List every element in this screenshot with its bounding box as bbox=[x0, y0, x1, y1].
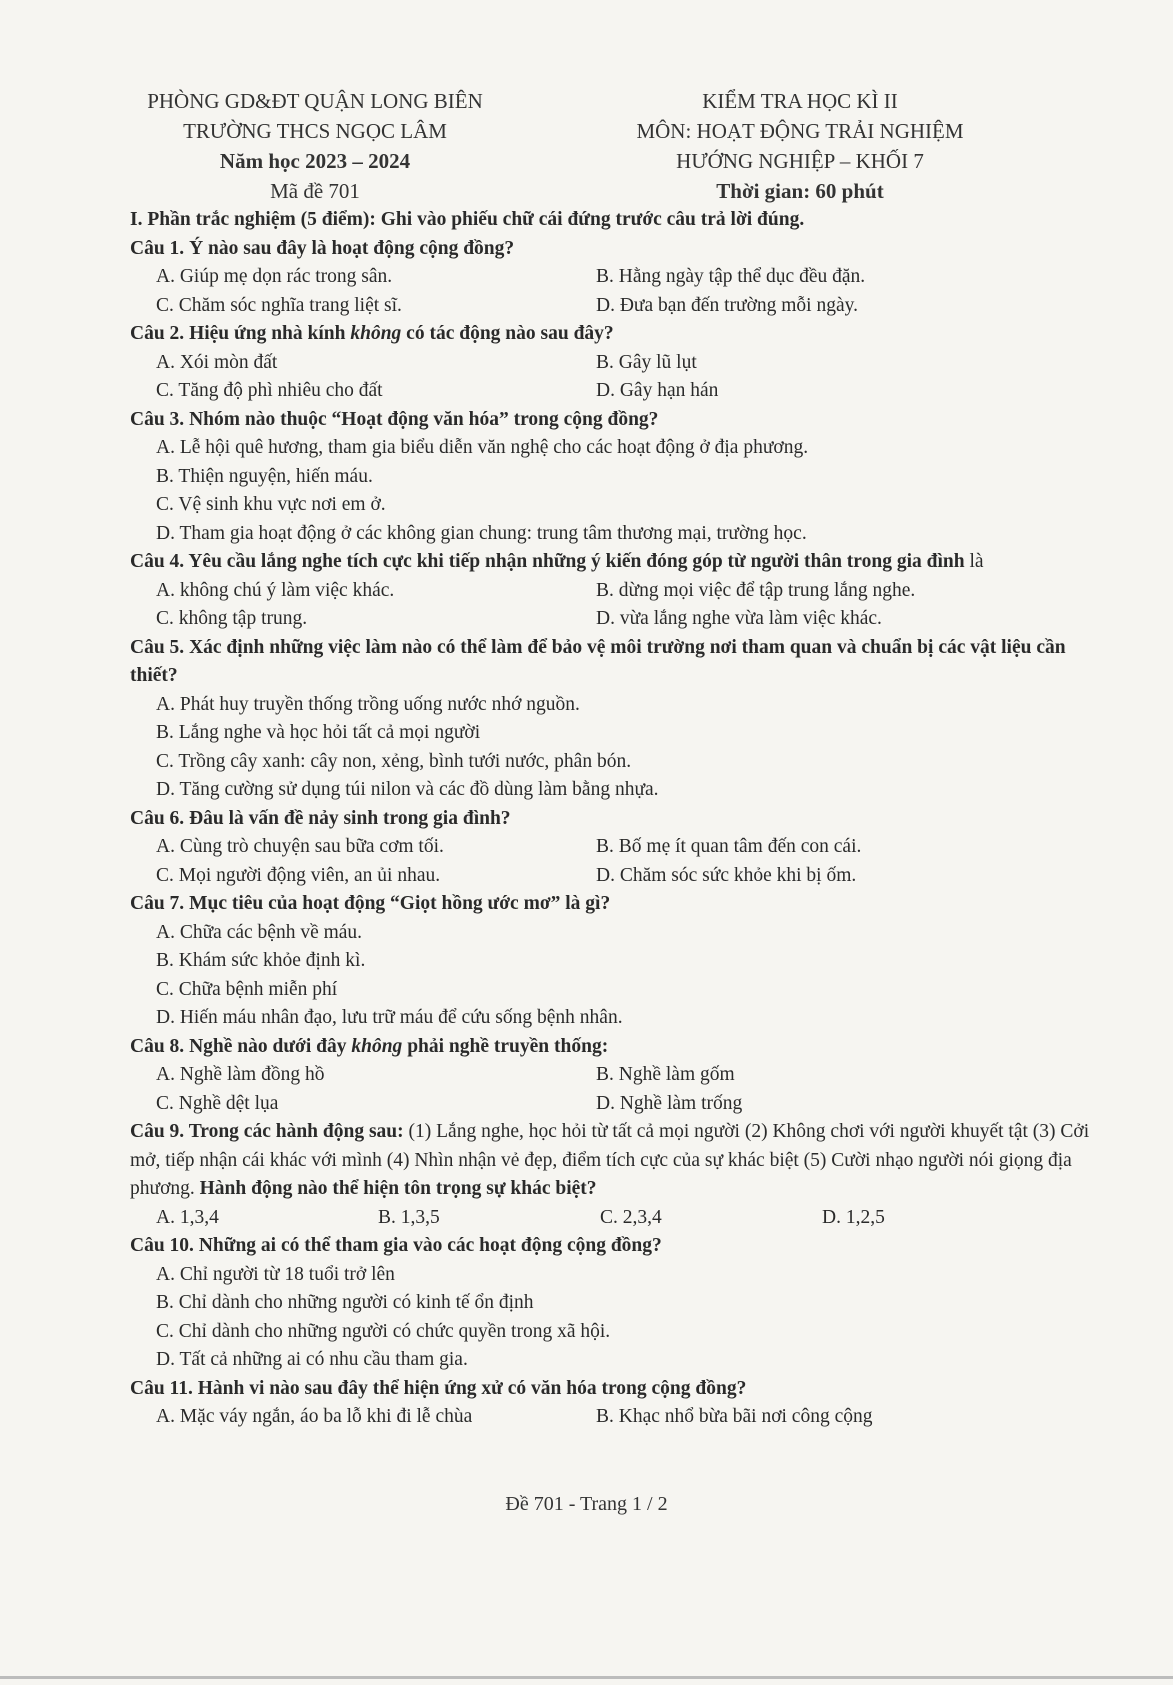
header-school: TRƯỜNG THCS NGỌC LÂM bbox=[183, 119, 447, 143]
option-c bbox=[156, 976, 1090, 1005]
option-d bbox=[156, 520, 1090, 549]
option-label: B. bbox=[156, 950, 174, 971]
option-text: Trồng cây xanh: cây non, xẻng, bình tưới nước, phân bón. bbox=[178, 750, 632, 772]
option-label: A. bbox=[156, 693, 175, 715]
option-label: B. bbox=[596, 579, 614, 601]
option-label: B. bbox=[156, 722, 174, 743]
option-text: Tăng cường sử dụng túi nilon và các đồ dùng làm bằng nhựa. bbox=[179, 779, 659, 800]
header-school-year: Năm học 2023 – 2024 bbox=[219, 149, 411, 173]
option-d bbox=[156, 776, 1090, 805]
question-emphasis: không bbox=[350, 323, 402, 344]
option-label: C. bbox=[156, 380, 174, 401]
option-text: Vệ sinh khu vực nơi em ở. bbox=[178, 494, 386, 515]
question-11 bbox=[130, 1375, 1090, 1432]
option-text: Chăm sóc nghĩa trang liệt sĩ. bbox=[178, 294, 402, 316]
option-label: A. bbox=[156, 1406, 175, 1427]
option-a bbox=[156, 577, 596, 606]
question-1 bbox=[130, 235, 1090, 321]
option-text: Khám sức khỏe định kì. bbox=[178, 950, 366, 971]
option-text: Chữa bệnh miễn phí bbox=[178, 978, 338, 1000]
option-c bbox=[156, 1090, 596, 1119]
option-label: B. bbox=[596, 836, 614, 857]
option-b bbox=[156, 1289, 1090, 1318]
option-text: không chú ý làm việc khác. bbox=[179, 579, 395, 601]
question-5 bbox=[130, 634, 1090, 805]
option-text: Gây hạn hán bbox=[619, 380, 719, 401]
option-c bbox=[156, 862, 596, 891]
option-label: B. bbox=[596, 351, 614, 373]
question-text-end: có tác động nào sau đây? bbox=[401, 323, 614, 344]
option-d bbox=[822, 1204, 1044, 1233]
option-label: D. bbox=[596, 380, 615, 401]
option-text: Chăm sóc sức khỏe khi bị ốm. bbox=[619, 864, 857, 886]
header-right bbox=[575, 86, 1025, 206]
question-number: Câu 1. bbox=[130, 237, 185, 259]
option-text: Đưa bạn đến trường mỗi ngày. bbox=[619, 294, 858, 316]
question-9 bbox=[130, 1118, 1090, 1232]
option-label: C. bbox=[156, 864, 174, 886]
option-b bbox=[596, 1061, 1036, 1090]
option-label: D. bbox=[822, 1206, 841, 1228]
header-exam-title: KIỂM TRA HỌC KÌ II bbox=[702, 89, 898, 113]
option-text: Xói mòn đất bbox=[179, 351, 278, 373]
question-text-end: phải nghề truyền thống: bbox=[402, 1035, 609, 1057]
section-title: I. Phần trắc nghiệm (5 điểm): Ghi vào phiếu chữ cái đứng trước câu trả lời đúng. bbox=[130, 209, 805, 230]
option-d bbox=[596, 862, 1036, 891]
question-6 bbox=[130, 805, 1090, 891]
header-exam-code: Mã đề 701 bbox=[270, 179, 360, 203]
option-text: Khạc nhổ bừa bãi nơi công cộng bbox=[618, 1406, 873, 1427]
option-label: C. bbox=[156, 750, 174, 772]
option-text: Hằng ngày tập thể dục đều đặn. bbox=[618, 266, 866, 287]
option-label: A. bbox=[156, 437, 175, 458]
option-label: D. bbox=[156, 1349, 175, 1370]
question-number: Câu 2. bbox=[130, 323, 185, 344]
question-text: Nghề nào dưới đây bbox=[189, 1035, 352, 1057]
option-c bbox=[156, 1318, 1090, 1347]
question-text-tail: là bbox=[964, 551, 984, 572]
header-left bbox=[100, 86, 530, 206]
option-label: B. bbox=[378, 1206, 396, 1228]
option-a bbox=[156, 1061, 596, 1090]
option-b bbox=[596, 1403, 1036, 1432]
option-d bbox=[156, 1004, 1090, 1033]
option-text: 1,2,5 bbox=[845, 1206, 885, 1228]
option-a bbox=[156, 349, 596, 378]
question-text: Mục tiêu của hoạt động “Giọt hồng ước mơ” là gì? bbox=[189, 893, 611, 914]
option-c bbox=[156, 748, 1090, 777]
header-subject: MÔN: HOẠT ĐỘNG TRẢI NGHIỆM bbox=[636, 119, 964, 143]
option-text: Thiện nguyện, hiến máu. bbox=[178, 465, 373, 487]
option-label: A. bbox=[156, 266, 175, 287]
question-text: Xác định những việc làm nào có thể làm để bảo vệ môi trường nơi tham quan và chuẩn bị các vật liệu cần thiết? bbox=[130, 636, 1066, 686]
option-label: A. bbox=[156, 921, 175, 943]
option-a bbox=[156, 1204, 378, 1233]
option-label: D. bbox=[156, 1007, 175, 1028]
option-label: C. bbox=[156, 494, 174, 515]
option-label: C. bbox=[600, 1206, 618, 1228]
option-d bbox=[596, 377, 1036, 406]
option-label: B. bbox=[596, 266, 614, 287]
option-text: Lắng nghe và học hỏi tất cả mọi người bbox=[178, 722, 481, 743]
option-label: A. bbox=[156, 1263, 175, 1285]
option-label: C. bbox=[156, 294, 174, 316]
question-number: Câu 3. bbox=[130, 408, 185, 430]
option-label: A. bbox=[156, 1206, 175, 1228]
question-number: Câu 11. bbox=[130, 1377, 193, 1399]
option-b bbox=[156, 947, 1090, 976]
option-label: D. bbox=[596, 864, 615, 886]
option-label: C. bbox=[156, 608, 174, 629]
question-number: Câu 6. bbox=[130, 807, 185, 829]
exam-content bbox=[130, 206, 1090, 1432]
option-text: Nghề làm trống bbox=[619, 1092, 743, 1114]
option-b bbox=[596, 263, 1036, 292]
question-text: Hành vi nào sau đây thể hiện ứng xử có văn hóa trong cộng đồng? bbox=[197, 1377, 747, 1399]
option-c bbox=[156, 377, 596, 406]
option-text: Mặc váy ngắn, áo ba lỗ khi đi lễ chùa bbox=[179, 1406, 473, 1427]
option-b bbox=[596, 349, 1036, 378]
option-text: 1,3,5 bbox=[400, 1206, 440, 1228]
option-d bbox=[156, 1346, 1090, 1375]
option-label: A. bbox=[156, 579, 175, 601]
question-text: Hiệu ứng nhà kính bbox=[189, 323, 351, 344]
option-text: 2,3,4 bbox=[622, 1206, 662, 1228]
option-d bbox=[596, 605, 1036, 634]
question-text-end: Hành động nào thể hiện tôn trọng sự khác biệt? bbox=[194, 1178, 597, 1199]
option-label: A. bbox=[156, 351, 175, 373]
header-grade: HƯỚNG NGHIỆP – KHỐI 7 bbox=[676, 149, 924, 173]
question-emphasis: không bbox=[351, 1035, 403, 1057]
option-label: A. bbox=[156, 1064, 175, 1085]
option-text: Nghề làm gốm bbox=[618, 1064, 735, 1085]
question-text: Ý nào sau đây là hoạt động cộng đồng? bbox=[189, 237, 515, 259]
option-text: không tập trung. bbox=[178, 608, 308, 629]
scan-edge-line bbox=[0, 1676, 1173, 1679]
option-label: D. bbox=[156, 522, 175, 544]
option-label: C. bbox=[156, 1320, 174, 1342]
question-text: Trong các hành động sau: bbox=[188, 1121, 404, 1142]
question-text: Đâu là vấn đề nảy sinh trong gia đình? bbox=[189, 807, 511, 829]
question-number: Câu 4. bbox=[130, 551, 185, 572]
option-label: A. bbox=[156, 836, 175, 857]
option-label: D. bbox=[596, 1092, 615, 1114]
option-c bbox=[600, 1204, 822, 1233]
option-label: C. bbox=[156, 1092, 174, 1114]
option-b bbox=[596, 577, 1036, 606]
question-number: Câu 7. bbox=[130, 893, 185, 914]
option-text: Lễ hội quê hương, tham gia biểu diễn văn nghệ cho các hoạt động ở địa phương. bbox=[179, 437, 809, 458]
option-text: Chỉ người từ 18 tuổi trở lên bbox=[179, 1263, 395, 1285]
question-8 bbox=[130, 1033, 1090, 1119]
page-footer: Đề 701 - Trang 1 / 2 bbox=[505, 1493, 668, 1515]
question-text: Nhóm nào thuộc “Hoạt động văn hóa” trong cộng đồng? bbox=[189, 408, 659, 430]
question-4 bbox=[130, 548, 1090, 634]
option-text: Giúp mẹ dọn rác trong sân. bbox=[179, 266, 393, 287]
option-label: B. bbox=[156, 1292, 174, 1313]
option-text: Mọi người động viên, an ủi nhau. bbox=[178, 864, 441, 886]
question-number: Câu 8. bbox=[130, 1035, 185, 1057]
question-10 bbox=[130, 1232, 1090, 1375]
question-number: Câu 10. bbox=[130, 1235, 194, 1256]
option-label: B. bbox=[596, 1406, 614, 1427]
option-label: C. bbox=[156, 978, 174, 1000]
option-c bbox=[156, 292, 596, 321]
question-number: Câu 5. bbox=[130, 636, 185, 658]
option-text: Phát huy truyền thống trồng uống nước nhớ nguồn. bbox=[179, 693, 580, 715]
option-a bbox=[156, 833, 596, 862]
option-a bbox=[156, 691, 1090, 720]
option-a bbox=[156, 919, 1090, 948]
question-statements: (1) Lắng nghe, học hỏi từ tất cả mọi người (2) Không chơi với người khuyết tật (3) Cởi mở, tiếp nhận cái khác với mình (4) Nhìn nhận vẻ đẹp, điểm tích cực của sự khác biệt (5) Cười nhạo người nói giọng địa phương. bbox=[130, 1121, 1090, 1199]
option-label: D. bbox=[156, 779, 175, 800]
option-text: dừng mọi việc để tập trung lắng nghe. bbox=[618, 579, 916, 601]
option-text: Cùng trò chuyện sau bữa cơm tối. bbox=[179, 836, 444, 857]
option-text: Bố mẹ ít quan tâm đến con cái. bbox=[618, 836, 862, 857]
question-number: Câu 9. bbox=[130, 1121, 185, 1142]
option-b bbox=[596, 833, 1036, 862]
option-text: Tất cả những ai có nhu cầu tham gia. bbox=[179, 1349, 468, 1370]
question-2 bbox=[130, 320, 1090, 406]
option-text: Tăng độ phì nhiêu cho đất bbox=[178, 380, 383, 401]
option-b bbox=[156, 463, 1090, 492]
option-a bbox=[156, 1403, 596, 1432]
option-d bbox=[596, 1090, 1036, 1119]
option-label: B. bbox=[156, 465, 174, 487]
option-text: Tham gia hoạt động ở các không gian chung: trung tâm thương mại, trường học. bbox=[179, 522, 807, 544]
option-c bbox=[156, 491, 1090, 520]
option-a bbox=[156, 434, 1090, 463]
option-text: Chỉ dành cho những người có kinh tế ổn định bbox=[178, 1292, 534, 1313]
header-duration: Thời gian: 60 phút bbox=[716, 179, 884, 203]
question-3 bbox=[130, 406, 1090, 549]
option-label: D. bbox=[596, 608, 615, 629]
question-text: Yêu cầu lắng nghe tích cực khi tiếp nhận những ý kiến đóng góp từ người thân trong gia đình bbox=[188, 551, 965, 572]
option-text: Chữa các bệnh về máu. bbox=[179, 921, 363, 943]
option-text: 1,3,4 bbox=[179, 1206, 219, 1228]
option-a bbox=[156, 1261, 1090, 1290]
option-label: D. bbox=[596, 294, 615, 316]
option-text: Gây lũ lụt bbox=[618, 351, 697, 373]
option-a bbox=[156, 263, 596, 292]
option-c bbox=[156, 605, 596, 634]
option-text: Nghề làm đồng hồ bbox=[179, 1064, 325, 1085]
header-department: PHÒNG GD&ĐT QUẬN LONG BIÊN bbox=[147, 89, 483, 113]
option-d bbox=[596, 292, 1036, 321]
option-text: vừa lắng nghe vừa làm việc khác. bbox=[619, 608, 882, 629]
option-text: Nghề dệt lụa bbox=[178, 1092, 279, 1114]
option-b bbox=[378, 1204, 600, 1233]
option-text: Hiến máu nhân đạo, lưu trữ máu để cứu sống bệnh nhân. bbox=[179, 1007, 623, 1028]
option-text: Chỉ dành cho những người có chức quyền trong xã hội. bbox=[178, 1320, 611, 1342]
question-7 bbox=[130, 890, 1090, 1033]
question-text: Những ai có thể tham gia vào các hoạt động cộng đồng? bbox=[198, 1235, 662, 1256]
option-b bbox=[156, 719, 1090, 748]
option-label: B. bbox=[596, 1064, 614, 1085]
